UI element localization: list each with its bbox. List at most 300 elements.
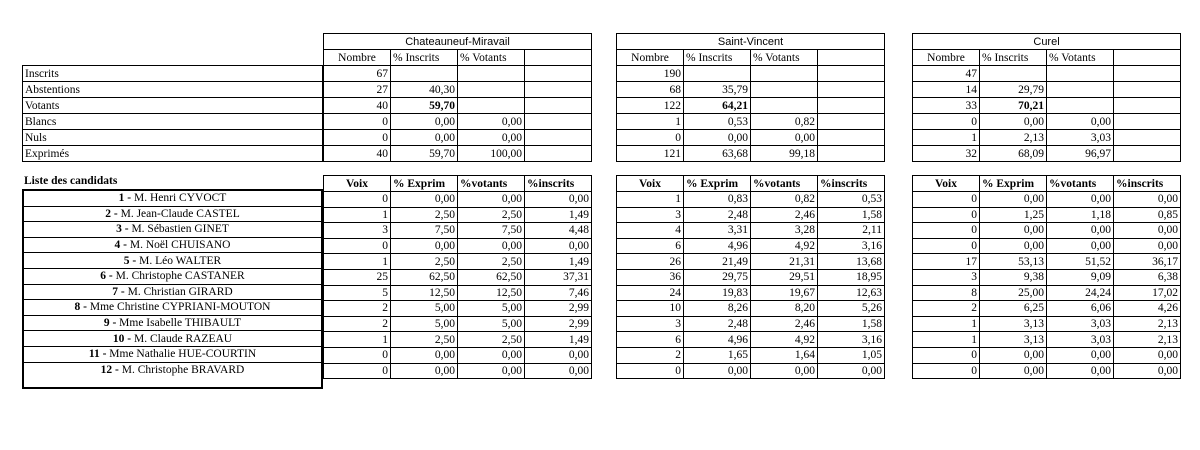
stats-row xyxy=(324,98,592,114)
results-cell: 2,46 xyxy=(751,207,818,223)
results-cell: 3,16 xyxy=(818,238,885,254)
stats-cell: 0,00 xyxy=(458,130,525,146)
results-cell: 4 xyxy=(617,223,684,239)
candidate-row xyxy=(24,315,321,331)
stats-header: Nombre xyxy=(913,50,980,66)
results-cell: 0,82 xyxy=(751,192,818,208)
results-cell: 0 xyxy=(324,192,391,208)
results-cell: 0 xyxy=(617,363,684,379)
results-row xyxy=(324,223,592,239)
results-cell: 18,95 xyxy=(818,269,885,285)
stats-cell xyxy=(1047,82,1114,98)
candidate-name: M. Noël CHUISANO xyxy=(129,239,231,252)
candidate-name: M. Sébastien GINET xyxy=(131,223,229,236)
results-cell: 3 xyxy=(617,207,684,223)
candidate-row xyxy=(24,222,321,238)
results-cell: 2 xyxy=(324,301,391,317)
results-cell: 3,13 xyxy=(980,316,1047,332)
results-row xyxy=(913,363,1181,379)
candidates-box xyxy=(22,189,323,389)
results-cell: 29,51 xyxy=(751,269,818,285)
results-cell: 0,00 xyxy=(525,238,592,254)
commune-stats-table xyxy=(323,33,592,162)
results-cell: 4,96 xyxy=(684,238,751,254)
results-row xyxy=(617,238,885,254)
results-row xyxy=(617,192,885,208)
stats-cell: 100,00 xyxy=(458,146,525,162)
results-cell: 0,00 xyxy=(525,363,592,379)
results-cell: 2,99 xyxy=(525,316,592,332)
results-cell: 7,46 xyxy=(525,285,592,301)
results-cell: 7,50 xyxy=(458,223,525,239)
results-cell: 5,00 xyxy=(391,301,458,317)
results-row xyxy=(617,207,885,223)
results-cell: 3 xyxy=(324,223,391,239)
candidate-name: M. Christophe CASTANER xyxy=(115,270,245,283)
results-cell: 8,20 xyxy=(751,301,818,317)
results-header-row xyxy=(324,176,592,192)
stats-row xyxy=(324,82,592,98)
results-cell: 6 xyxy=(617,332,684,348)
results-cell: 2,50 xyxy=(391,207,458,223)
label-inscrits: Inscrits xyxy=(23,66,323,82)
results-row xyxy=(913,238,1181,254)
label-votants: Votants xyxy=(23,98,323,114)
stats-row xyxy=(617,114,885,130)
results-cell: 21,31 xyxy=(751,254,818,270)
candidate-row xyxy=(24,206,321,222)
results-row xyxy=(913,332,1181,348)
results-row xyxy=(617,285,885,301)
results-cell: 19,67 xyxy=(751,285,818,301)
results-cell: 3 xyxy=(913,269,980,285)
candidate-row xyxy=(24,237,321,253)
results-header: %inscrits xyxy=(1114,176,1181,192)
candidate-number: 12 - xyxy=(100,363,119,376)
results-cell: 19,83 xyxy=(684,285,751,301)
stats-row xyxy=(324,66,592,82)
results-cell: 3 xyxy=(617,316,684,332)
results-row xyxy=(913,254,1181,270)
results-row xyxy=(617,316,885,332)
commune-name: Chateauneuf-Miravail xyxy=(324,34,592,50)
results-cell: 0,00 xyxy=(980,347,1047,363)
results-cell: 0 xyxy=(324,363,391,379)
stats-cell: 0,00 xyxy=(980,114,1047,130)
stats-row xyxy=(617,146,885,162)
results-cell: 0,00 xyxy=(980,363,1047,379)
results-cell: 2,13 xyxy=(1114,316,1181,332)
stats-cell: 0,00 xyxy=(751,130,818,146)
results-row xyxy=(324,285,592,301)
candidates-title: Liste des candidats xyxy=(24,175,118,187)
results-header: % Exprim xyxy=(980,176,1047,192)
results-cell: 0,00 xyxy=(458,363,525,379)
results-row xyxy=(617,363,885,379)
results-cell: 24 xyxy=(617,285,684,301)
results-cell: 62,50 xyxy=(458,269,525,285)
results-cell: 0,00 xyxy=(1047,347,1114,363)
label-abstentions: Abstentions xyxy=(23,82,323,98)
stats-cell: 67 xyxy=(324,66,391,82)
results-row xyxy=(913,207,1181,223)
stats-cell xyxy=(1047,98,1114,114)
results-cell: 1,25 xyxy=(980,207,1047,223)
results-header: %inscrits xyxy=(525,176,592,192)
stats-cell: 68,09 xyxy=(980,146,1047,162)
stats-cell: 3,03 xyxy=(1047,130,1114,146)
stats-cell: 121 xyxy=(617,146,684,162)
results-cell: 24,24 xyxy=(1047,285,1114,301)
candidate-name: M. Léo WALTER xyxy=(139,254,222,267)
results-cell: 3,16 xyxy=(818,332,885,348)
results-header: %votants xyxy=(1047,176,1114,192)
results-cell: 12,50 xyxy=(458,285,525,301)
stats-cell: 0 xyxy=(913,114,980,130)
results-row xyxy=(324,269,592,285)
results-row xyxy=(913,192,1181,208)
stats-cell xyxy=(684,66,751,82)
results-cell: 12,50 xyxy=(391,285,458,301)
results-cell: 36,17 xyxy=(1114,254,1181,270)
results-row xyxy=(617,254,885,270)
results-cell: 0,00 xyxy=(684,363,751,379)
results-row xyxy=(324,254,592,270)
results-cell: 4,48 xyxy=(525,223,592,239)
stats-cell: 190 xyxy=(617,66,684,82)
results-cell: 1,58 xyxy=(818,316,885,332)
results-cell: 9,38 xyxy=(980,269,1047,285)
results-cell: 0,00 xyxy=(391,238,458,254)
commune-block-0 xyxy=(323,33,592,379)
stats-cell: 0,00 xyxy=(684,130,751,146)
results-cell: 1,18 xyxy=(1047,207,1114,223)
results-cell: 0,00 xyxy=(391,363,458,379)
results-cell: 5 xyxy=(324,285,391,301)
results-row xyxy=(617,269,885,285)
results-cell: 62,50 xyxy=(391,269,458,285)
candidate-row xyxy=(24,284,321,300)
candidate-row xyxy=(24,268,321,284)
results-header: %inscrits xyxy=(818,176,885,192)
stats-cell: 0 xyxy=(324,130,391,146)
stats-cell: 70,21 xyxy=(980,98,1047,114)
stats-header: % Inscrits xyxy=(980,50,1047,66)
results-row xyxy=(913,223,1181,239)
stats-cell: 99,18 xyxy=(751,146,818,162)
results-row xyxy=(324,316,592,332)
candidate-number: 9 - xyxy=(103,317,117,330)
results-cell: 0,00 xyxy=(1114,192,1181,208)
candidate-name: Mme Nathalie HUE-COURTIN xyxy=(109,348,257,361)
results-cell: 2,50 xyxy=(391,332,458,348)
candidate-name: M. Christophe BRAVARD xyxy=(121,363,245,376)
stats-row-labels xyxy=(22,65,323,162)
candidate-name: Mme Isabelle THIBAULT xyxy=(119,317,242,330)
results-cell: 0 xyxy=(913,238,980,254)
commune-name: Saint-Vincent xyxy=(617,34,885,50)
stats-cell xyxy=(1047,66,1114,82)
stats-cell xyxy=(751,82,818,98)
results-cell: 2 xyxy=(913,301,980,317)
results-cell: 21,49 xyxy=(684,254,751,270)
results-cell: 5,00 xyxy=(458,301,525,317)
stats-cell: 64,21 xyxy=(684,98,751,114)
results-row xyxy=(324,301,592,317)
candidate-number: 3 - xyxy=(116,223,129,236)
stats-cell: 1 xyxy=(913,130,980,146)
results-cell: 36 xyxy=(617,269,684,285)
stats-cell: 63,68 xyxy=(684,146,751,162)
results-cell: 0,00 xyxy=(751,363,818,379)
results-cell: 0 xyxy=(913,192,980,208)
candidate-name: M. Claude RAZEAU xyxy=(134,332,233,345)
results-row xyxy=(913,316,1181,332)
results-cell: 1,58 xyxy=(818,207,885,223)
results-cell: 7,50 xyxy=(391,223,458,239)
results-cell: 10 xyxy=(617,301,684,317)
results-cell: 3,28 xyxy=(751,223,818,239)
candidate-number: 4 - xyxy=(114,239,127,252)
stats-row xyxy=(324,146,592,162)
results-cell: 9,09 xyxy=(1047,269,1114,285)
stats-cell: 35,79 xyxy=(684,82,751,98)
stats-row xyxy=(617,82,885,98)
stats-cell: 32 xyxy=(913,146,980,162)
stats-header: % Votants xyxy=(458,50,525,66)
results-cell: 2,50 xyxy=(391,254,458,270)
stats-cell: 1 xyxy=(617,114,684,130)
stats-row xyxy=(617,130,885,146)
results-cell: 0,00 xyxy=(980,192,1047,208)
results-header: %votants xyxy=(458,176,525,192)
results-cell: 1 xyxy=(324,332,391,348)
candidate-number: 10 - xyxy=(112,332,132,345)
stats-cell: 59,70 xyxy=(391,98,458,114)
results-row xyxy=(324,238,592,254)
stats-cell: 122 xyxy=(617,98,684,114)
stats-row xyxy=(913,98,1181,114)
candidate-row xyxy=(24,331,321,347)
results-cell: 3,03 xyxy=(1047,332,1114,348)
results-cell: 0 xyxy=(913,363,980,379)
stats-cell: 14 xyxy=(913,82,980,98)
results-cell: 37,31 xyxy=(525,269,592,285)
label-blancs: Blancs xyxy=(23,114,323,130)
results-cell: 2,50 xyxy=(458,332,525,348)
candidate-name: M. Christian GIRARD xyxy=(127,285,233,298)
stats-row xyxy=(913,82,1181,98)
candidate-row xyxy=(24,346,321,362)
stats-cell: 0,53 xyxy=(684,114,751,130)
label-exprimes: Exprimés xyxy=(23,146,323,162)
results-cell: 4,96 xyxy=(684,332,751,348)
results-cell: 0,00 xyxy=(980,238,1047,254)
stats-cell: 0,00 xyxy=(458,114,525,130)
stats-cell: 33 xyxy=(913,98,980,114)
results-cell: 8 xyxy=(913,285,980,301)
results-row xyxy=(324,347,592,363)
results-row xyxy=(324,363,592,379)
results-header: %votants xyxy=(751,176,818,192)
stats-cell xyxy=(458,82,525,98)
results-cell: 3,03 xyxy=(1047,316,1114,332)
results-cell: 0,00 xyxy=(391,347,458,363)
commune-results-table xyxy=(616,175,885,379)
stats-row xyxy=(913,114,1181,130)
stats-cell: 59,70 xyxy=(391,146,458,162)
stats-cell: 0 xyxy=(324,114,391,130)
stats-row xyxy=(913,66,1181,82)
row-labels-block xyxy=(22,50,323,162)
results-cell: 0,00 xyxy=(525,192,592,208)
results-header-row xyxy=(617,176,885,192)
results-cell: 0,83 xyxy=(684,192,751,208)
stats-header: Nombre xyxy=(324,50,391,66)
results-cell: 1,64 xyxy=(751,347,818,363)
stats-row xyxy=(617,98,885,114)
results-header: % Exprim xyxy=(684,176,751,192)
stats-cell: 40 xyxy=(324,98,391,114)
results-cell: 53,13 xyxy=(980,254,1047,270)
stats-header: % Inscrits xyxy=(684,50,751,66)
results-header: Voix xyxy=(617,176,684,192)
results-cell: 2,48 xyxy=(684,207,751,223)
stats-cell xyxy=(458,98,525,114)
results-row xyxy=(324,332,592,348)
results-cell: 17 xyxy=(913,254,980,270)
results-cell: 0,00 xyxy=(1047,238,1114,254)
candidate-row xyxy=(24,362,321,377)
results-row xyxy=(913,269,1181,285)
stats-row xyxy=(913,146,1181,162)
label-nuls: Nuls xyxy=(23,130,323,146)
results-row xyxy=(617,301,885,317)
stats-cell: 0,00 xyxy=(391,130,458,146)
results-cell: 5,26 xyxy=(818,301,885,317)
results-cell: 2,46 xyxy=(751,316,818,332)
stats-cell: 0,00 xyxy=(1047,114,1114,130)
candidate-name: M. Henri CYVOCT xyxy=(134,192,227,205)
candidate-number: 11 - xyxy=(88,348,107,361)
candidates-list xyxy=(24,191,321,377)
results-cell: 3,13 xyxy=(980,332,1047,348)
candidate-row xyxy=(24,191,321,206)
stats-cell: 0,00 xyxy=(391,114,458,130)
results-cell: 3,31 xyxy=(684,223,751,239)
commune-results-table xyxy=(323,175,592,379)
stats-cell xyxy=(980,66,1047,82)
results-cell: 2,50 xyxy=(458,254,525,270)
commune-block-1 xyxy=(616,33,885,379)
stats-cell: 0,82 xyxy=(751,114,818,130)
results-cell: 0 xyxy=(324,238,391,254)
results-cell: 0,00 xyxy=(1114,238,1181,254)
results-cell: 4,26 xyxy=(1114,301,1181,317)
results-cell: 6 xyxy=(617,238,684,254)
results-cell: 0,00 xyxy=(1047,223,1114,239)
results-cell: 4,92 xyxy=(751,332,818,348)
results-cell: 25,00 xyxy=(980,285,1047,301)
results-cell: 0,85 xyxy=(1114,207,1181,223)
results-cell: 51,52 xyxy=(1047,254,1114,270)
results-row xyxy=(913,285,1181,301)
results-cell: 0,53 xyxy=(818,192,885,208)
results-cell: 1 xyxy=(617,192,684,208)
stats-header: % Inscrits xyxy=(391,50,458,66)
candidate-row xyxy=(24,253,321,269)
stats-cell: 27 xyxy=(324,82,391,98)
stats-row xyxy=(913,130,1181,146)
results-cell: 0 xyxy=(913,207,980,223)
candidate-row xyxy=(24,300,321,316)
results-cell: 1 xyxy=(324,207,391,223)
results-cell: 12,63 xyxy=(818,285,885,301)
results-cell: 0 xyxy=(913,223,980,239)
results-cell: 25 xyxy=(324,269,391,285)
results-cell: 17,02 xyxy=(1114,285,1181,301)
results-cell: 1 xyxy=(913,332,980,348)
commune-block-2 xyxy=(912,33,1181,379)
candidate-number: 1 - xyxy=(118,192,132,205)
candidate-number: 2 - xyxy=(105,207,118,220)
results-cell: 4,92 xyxy=(751,238,818,254)
candidate-number: 8 - xyxy=(74,301,87,314)
results-cell: 1,49 xyxy=(525,207,592,223)
stats-row xyxy=(617,66,885,82)
results-cell: 0,00 xyxy=(525,347,592,363)
results-cell: 26 xyxy=(617,254,684,270)
results-cell: 0 xyxy=(324,347,391,363)
results-cell: 1 xyxy=(324,254,391,270)
results-cell: 13,68 xyxy=(818,254,885,270)
results-header: Voix xyxy=(913,176,980,192)
stats-cell: 2,13 xyxy=(980,130,1047,146)
results-cell: 0,00 xyxy=(391,192,458,208)
results-header: Voix xyxy=(324,176,391,192)
results-cell: 29,75 xyxy=(684,269,751,285)
results-cell: 2,11 xyxy=(818,223,885,239)
candidate-name: Mme Christine CYPRIANI-MOUTON xyxy=(89,301,271,314)
results-cell: 0,00 xyxy=(458,192,525,208)
results-cell: 1,49 xyxy=(525,254,592,270)
commune-stats-table xyxy=(912,33,1181,162)
results-row xyxy=(324,207,592,223)
results-cell: 0,00 xyxy=(1047,363,1114,379)
stats-cell: 96,97 xyxy=(1047,146,1114,162)
results-cell: 0 xyxy=(913,347,980,363)
stats-row xyxy=(324,114,592,130)
results-cell: 2 xyxy=(324,316,391,332)
results-row xyxy=(617,223,885,239)
stats-header: % Votants xyxy=(751,50,818,66)
results-cell: 6,25 xyxy=(980,301,1047,317)
results-cell: 0,00 xyxy=(458,238,525,254)
results-header-row xyxy=(913,176,1181,192)
commune-results-table xyxy=(912,175,1181,379)
stats-cell xyxy=(458,66,525,82)
stats-cell xyxy=(751,98,818,114)
results-cell: 0,00 xyxy=(980,223,1047,239)
results-cell: 0,00 xyxy=(1114,223,1181,239)
stats-cell: 68 xyxy=(617,82,684,98)
candidate-number: 7 - xyxy=(112,285,125,298)
results-cell: 2 xyxy=(617,347,684,363)
results-cell: 0,00 xyxy=(1114,363,1181,379)
stats-cell: 47 xyxy=(913,66,980,82)
results-cell: 5,00 xyxy=(458,316,525,332)
results-cell: 6,38 xyxy=(1114,269,1181,285)
